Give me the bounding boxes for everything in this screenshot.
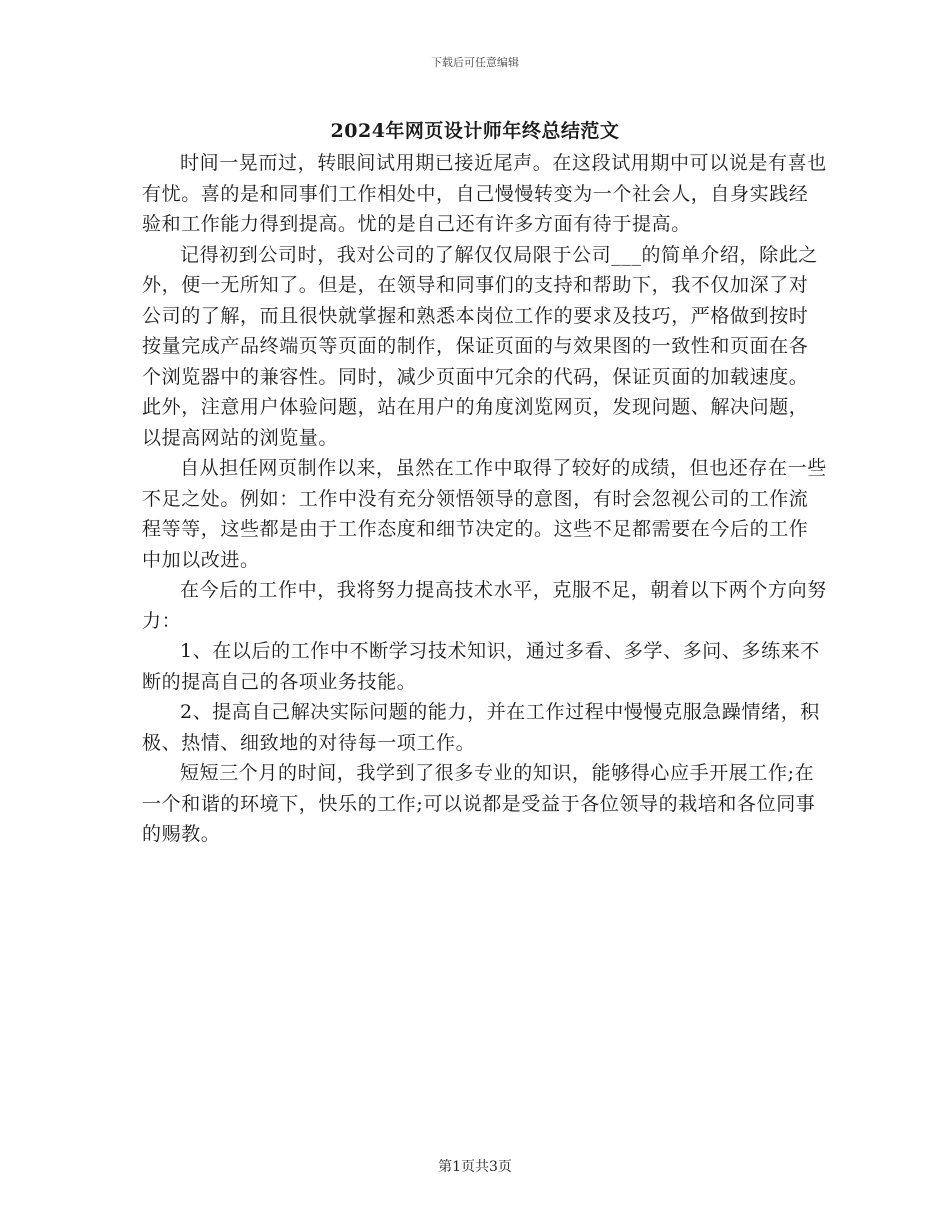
paragraph-shortcomings: 自从担任网页制作以来，虽然在工作中取得了较好的成绩，但也还存在一些不足之处。例如：工作中没有充分领悟领导的意图，有时会忽视公司的工作流程等等，这些都是由于工作态度和细节决定的。这些不足都需要在今后的工作中加以改进。 [142, 457, 827, 571]
paragraph-intro: 时间一晃而过，转眼间试用期已接近尾声。在这段试用期中可以说是有喜也有忧。喜的是和同事们工作相处中，自己慢慢转变为一个社会人，自身实践经验和工作能力得到提高。忧的是自己还有许多方面有待于提高。 [142, 152, 827, 235]
paragraph-item-2: 2、提高自己解决实际问题的能力，并在工作过程中慢慢克服急躁情绪，积极、热情、细致地的对待每一项工作。 [142, 701, 820, 754]
paragraph-item-1: 1、在以后的工作中不断学习技术知识，通过多看、多学、多问、多练来不断的提高自己的各项业务技能。 [142, 640, 820, 693]
document-title: 2024年网页设计师年终总结范文 [330, 120, 620, 142]
paragraph-plan: 在今后的工作中，我将努力提高技术水平，克服不足，朝着以下两个方向努力： [142, 579, 827, 632]
document-body [142, 148, 827, 850]
paragraph-arrival: 记得初到公司时，我对公司的了解仅仅局限于公司___的简单介绍，除此之外，便一无所知了。但是，在领导和同事们的支持和帮助下，我不仅加深了对公司的了解，而且很快就掌握和熟悉本岗位工作的要求及技巧，严格做到按时按量完成产品终端页等页面的制作，保证页面的与效果图的一致性和页面在各个浏览器中的兼容性。同时，减少页面中冗余的代码，保证页面的加载速度。此外，注意用户体验问题，站在用户的角度浏览网页，发现问题、解决问题，以提高网站的浏览量。 [142, 243, 818, 449]
paragraph-closing: 短短三个月的时间，我学到了很多专业的知识，能够得心应手开展工作;在一个和谐的环境下，快乐的工作;可以说都是受益于各位领导的栽培和各位同事的赐教。 [142, 762, 816, 845]
header-note: 下载后可任意编辑 [431, 56, 519, 69]
page-number: 第1页共3页 [438, 1159, 512, 1175]
